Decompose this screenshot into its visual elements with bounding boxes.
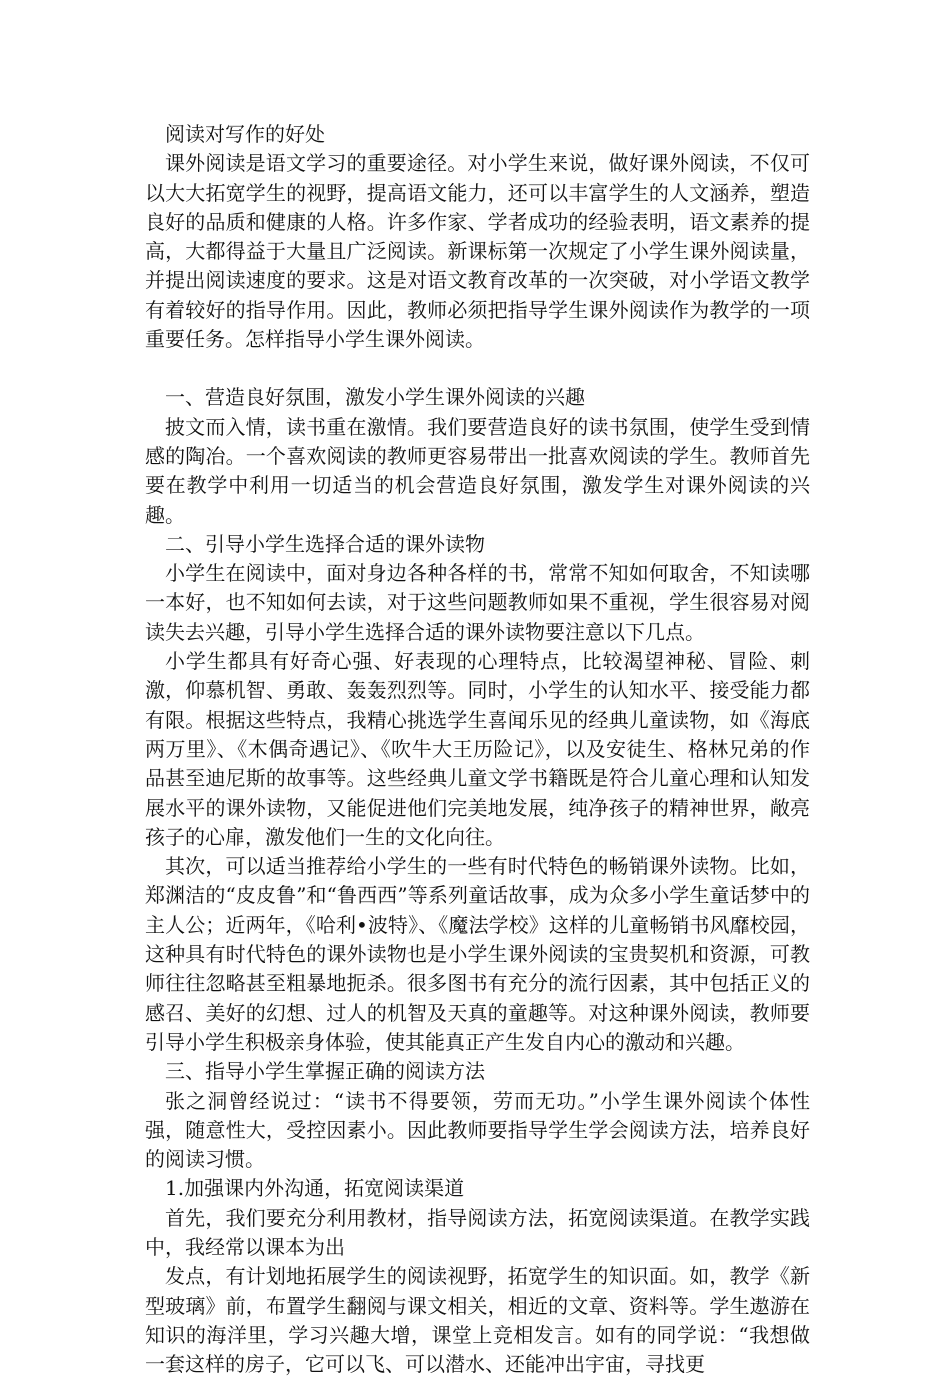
intro-paragraph: 课外阅读是语文学习的重要途径。对小学生来说，做好课外阅读，不仅可以大大拓宽学生的视野，提高语文能力，还可以丰富学生的人文涵养，塑造良好的品质和健康的人格。许多作家、学者成功的经验表明，语文素养的提高，大都得益于大量且广泛阅读。新课标第一次规定了小学生课外阅读量，并提出阅读速度的要求。这是对语文教育改革的一次突破，对小学语文教学有着较好的指导作用。因此，教师必须把指导学生课外阅读作为教学的一项重要任务。怎样指导小学生课外阅读。 [145, 151, 810, 352]
document-body [145, 120, 810, 1379]
section-3-subheading-1: 1.加强课内外沟通，拓宽阅读渠道 [165, 1176, 465, 1201]
section-3-heading: 三、指导小学生掌握正确的阅读方法 [165, 1059, 485, 1084]
section-3-paragraph-1: 张之洞曾经说过：“读书不得要领，劳而无功。”小学生课外阅读个体性强，随意性大，受控因素小。因此教师要指导学生学会阅读方法，培养良好的阅读习惯。 [145, 1088, 810, 1172]
section-2-heading: 二、引导小学生选择合适的课外读物 [165, 531, 485, 556]
section-3-paragraph-3: 发点，有计划地拓展学生的阅读视野，拓宽学生的知识面。如，教学《新型玻璃》前，布置学生翻阅与课文相关，相近的文章、资料等。学生遨游在知识的海洋里，学习兴趣大增，课堂上竞相发言。如有的同学说：“我想做一套这样的房子，它可以飞、可以潜水、还能冲出宇宙，寻找更 [145, 1264, 810, 1377]
section-3-paragraph-2: 首先，我们要充分利用教材，指导阅读方法，拓宽阅读渠道。在教学实践中，我经常以课本为出 [145, 1205, 810, 1259]
blank-line [145, 354, 810, 383]
section-2-paragraph-3: 其次，可以适当推荐给小学生的一些有时代特色的畅销课外读物。比如，郑渊洁的“皮皮鲁”和“鲁西西”等系列童话故事，成为众多小学生童话梦中的主人公；近两年，《哈利•波特》、《魔法学校》这样的儿童畅销书风靡校园，这种具有时代特色的课外读物也是小学生课外阅读的宝贵契机和资源，可教师往往忽略甚至粗暴地扼杀。很多图书有充分的流行因素，其中包括正义的感召、美好的幻想、过人的机智及天真的童趣等。对这种课外阅读，教师要引导小学生积极亲身体验，使其能真正产生发自内心的激动和兴趣。 [145, 854, 810, 1054]
section-1-paragraph-1: 披文而入情，读书重在激情。我们要营造良好的读书氛围，使学生受到情感的陶冶。一个喜欢阅读的教师更容易带出一批喜欢阅读的学生。教师首先要在教学中利用一切适当的机会营造良好氛围，激发学生对课外阅读的兴趣。 [145, 414, 810, 527]
section-2-paragraph-2: 小学生都具有好奇心强、好表现的心理特点，比较渴望神秘、冒险、刺激，仰慕机智、勇敢、轰轰烈烈等。同时，小学生的认知水平、接受能力都有限。根据这些特点，我精心挑选学生喜闻乐见的经典儿童读物，如《海底两万里》、《木偶奇遇记》、《吹牛大王历险记》，以及安徒生、格林兄弟的作品甚至迪尼斯的故事等。这些经典儿童文学书籍既是符合儿童心理和认知发展水平的课外读物，又能促进他们完美地发展，纯净孩子的精神世界，敞亮孩子的心扉，激发他们一生的文化向往。 [145, 649, 810, 849]
section-2-paragraph-1: 小学生在阅读中，面对身边各种各样的书，常常不知如何取舍，不知读哪一本好，也不知如何去读，对于这些问题教师如果不重视，学生很容易对阅读失去兴趣，引导小学生选择合适的课外读物要注意以下几点。 [145, 561, 810, 644]
document-title: 阅读对写作的好处 [165, 122, 325, 146]
section-1-heading: 一、营造良好氛围，激发小学生课外阅读的兴趣 [165, 385, 585, 410]
